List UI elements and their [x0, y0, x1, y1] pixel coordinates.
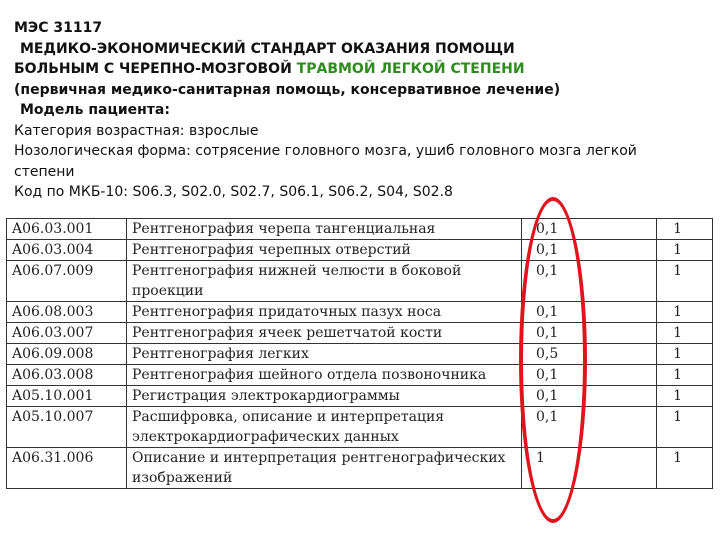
standard-title: МЕДИКО-ЭКОНОМИЧЕСКИЙ СТАНДАРТ ОКАЗАНИЯ ПОМОЩИ [20, 40, 515, 57]
age-category: Категория возрастная: взрослые [14, 122, 259, 139]
service-code: A06.09.008 [7, 344, 127, 365]
service-name: Рентгенография придаточных пазух носа [127, 302, 522, 323]
table-row [7, 302, 713, 323]
service-code: A06.31.006 [7, 448, 127, 489]
count-value: 1 [657, 261, 713, 302]
count-value: 1 [657, 219, 713, 240]
service-code: A06.07.009 [7, 261, 127, 302]
frequency-value: 0,1 [522, 219, 657, 240]
service-name: Рентгенография ячеек решетчатой кости [127, 323, 522, 344]
frequency-value: 0,1 [522, 386, 657, 407]
service-name: Рентгенография нижней челюсти в боковой проекции [127, 261, 522, 302]
frequency-value: 0,1 [522, 261, 657, 302]
table-row [7, 261, 713, 302]
service-code: A05.10.001 [7, 386, 127, 407]
service-name: Рентгенография черепа тангенциальная [127, 219, 522, 240]
service-name: Рентгенография черепных отверстий [127, 240, 522, 261]
frequency-value: 0,1 [522, 323, 657, 344]
frequency-value: 0,1 [522, 407, 657, 448]
count-value: 1 [657, 448, 713, 489]
frequency-value: 0,1 [522, 302, 657, 323]
count-value: 1 [657, 386, 713, 407]
table-row [7, 219, 713, 240]
frequency-value: 0,1 [522, 365, 657, 386]
count-value: 1 [657, 302, 713, 323]
table-row [7, 407, 713, 448]
frequency-value: 0,5 [522, 344, 657, 365]
service-name: Описание и интерпретация рентгенографических изображений [127, 448, 522, 489]
service-name: Рентгенография легких [127, 344, 522, 365]
service-code: A06.03.001 [7, 219, 127, 240]
count-value: 1 [657, 407, 713, 448]
service-code: A06.08.003 [7, 302, 127, 323]
care-type: (первичная медико-санитарная помощь, консервативное лечение) [14, 81, 561, 98]
services-table [6, 218, 713, 489]
table-row [7, 448, 713, 489]
icd10-codes: Код по МКБ-10: S06.3, S02.0, S02.7, S06.1, S06.2, S04, S02.8 [14, 184, 453, 200]
count-value: 1 [657, 365, 713, 386]
document-header [14, 18, 704, 203]
frequency-value: 0,1 [522, 240, 657, 261]
highlighted-diagnosis: ТРАВМОЙ ЛЕГКОЙ СТЕПЕНИ [296, 61, 525, 77]
table-row [7, 344, 713, 365]
frequency-value: 1 [522, 448, 657, 489]
table-row [7, 323, 713, 344]
service-name: Регистрация электрокардиограммы [127, 386, 522, 407]
nosological-form: Нозологическая форма: сотрясение головного мозга, ушиб головного мозга легкой [14, 143, 637, 159]
count-value: 1 [657, 344, 713, 365]
patient-model-heading: Модель пациента: [20, 102, 170, 118]
standard-subtitle [14, 59, 704, 80]
service-code: A06.03.007 [7, 323, 127, 344]
standard-number: МЭС 31117 [14, 20, 103, 36]
subtitle-part: БОЛЬНЫМ С ЧЕРЕПНО-МОЗГОВОЙ [14, 61, 297, 77]
table-row [7, 386, 713, 407]
count-value: 1 [657, 323, 713, 344]
service-code: A06.03.004 [7, 240, 127, 261]
table-row [7, 365, 713, 386]
service-code: A05.10.007 [7, 407, 127, 448]
service-name: Расшифровка, описание и интерпретация электрокардиографических данных [127, 407, 522, 448]
service-code: A06.03.008 [7, 365, 127, 386]
services-table-wrapper [6, 218, 713, 489]
services-table-body [7, 219, 713, 489]
count-value: 1 [657, 240, 713, 261]
service-name: Рентгенография шейного отдела позвоночника [127, 365, 522, 386]
nosological-form-cont: степени [14, 163, 75, 180]
table-row [7, 240, 713, 261]
